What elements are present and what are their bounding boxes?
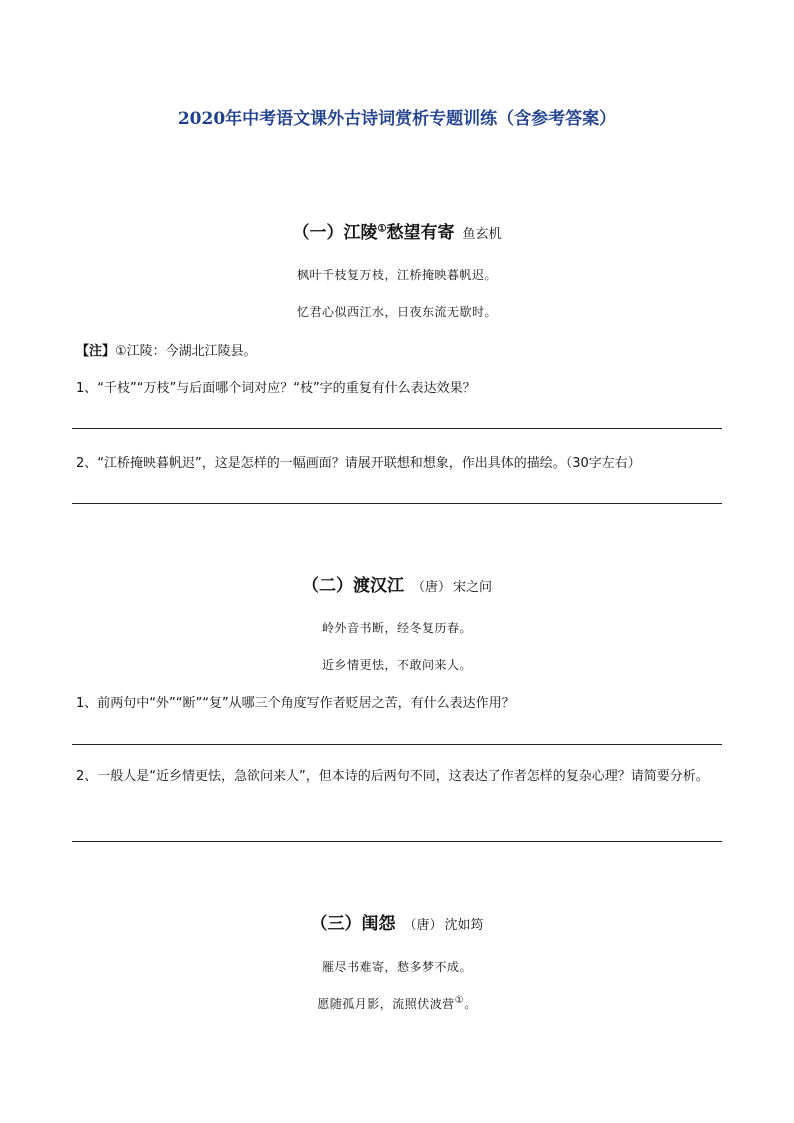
section-1-poem-line-1: 枫叶千枝复万枝，江桥掩映暮帆迟。 xyxy=(296,268,497,282)
section-3-title: （三）闺怨 xyxy=(310,914,396,934)
section-3-dynasty: （唐） xyxy=(403,918,443,933)
section-1-title: （一）江陵①愁望有寄 xyxy=(292,223,455,243)
section-1-heading xyxy=(0,218,794,243)
section-3-heading xyxy=(0,909,794,934)
section-1-poem-line-2: 忆君心似西江水，日夜东流无歇时。 xyxy=(296,305,497,319)
section-2-poem-line-2: 近乡情更怯，不敢问来人。 xyxy=(321,658,472,672)
answer-line[interactable] xyxy=(72,744,722,745)
answer-line[interactable] xyxy=(72,841,722,842)
section-2-question-1: 1、前两句中“外”“断”“复”从哪三个角度写作者贬居之苦，有什么表达作用？ xyxy=(76,696,515,711)
section-2-question-2: 2、一般人是“近乡情更怯，急欲问来人”，但本诗的后两句不同，这表达了作者怎样的复杂心理？请简要分析。 xyxy=(76,769,709,784)
section-3-poem-line-2: 愿随孤月影，流照伏波营①。 xyxy=(317,995,477,1011)
section-2-title: （二）渡汉江 xyxy=(301,576,404,596)
section-2-poem-line-1: 岭外音书断，经冬复历春。 xyxy=(321,621,472,635)
answer-line[interactable] xyxy=(72,503,722,504)
answer-line[interactable] xyxy=(72,428,722,429)
section-2-dynasty: （唐） xyxy=(411,580,451,595)
section-2-heading xyxy=(0,571,794,596)
section-1-author: 鱼玄机 xyxy=(462,227,502,242)
section-2-author: 宋之问 xyxy=(453,580,493,595)
section-3-author: 沈如筠 xyxy=(444,918,484,933)
section-3-poem-line-1: 雁尽书难寄，愁多梦不成。 xyxy=(321,960,472,974)
section-1-question-1: 1、“千枝”“万枝”与后面哪个词对应？“枝”字的重复有什么表达效果？ xyxy=(76,381,476,396)
document-title: 2020年中考语文课外古诗词赏析专题训练（含参考答案） xyxy=(177,109,617,129)
section-1-question-2: 2、“江桥掩映暮帆迟”，这是怎样的一幅画面？请展开联想和想象，作出具体的描绘。（30字左右） xyxy=(76,456,641,471)
section-1-note: 【注】①江陵：今湖北江陵县。 xyxy=(76,344,257,359)
